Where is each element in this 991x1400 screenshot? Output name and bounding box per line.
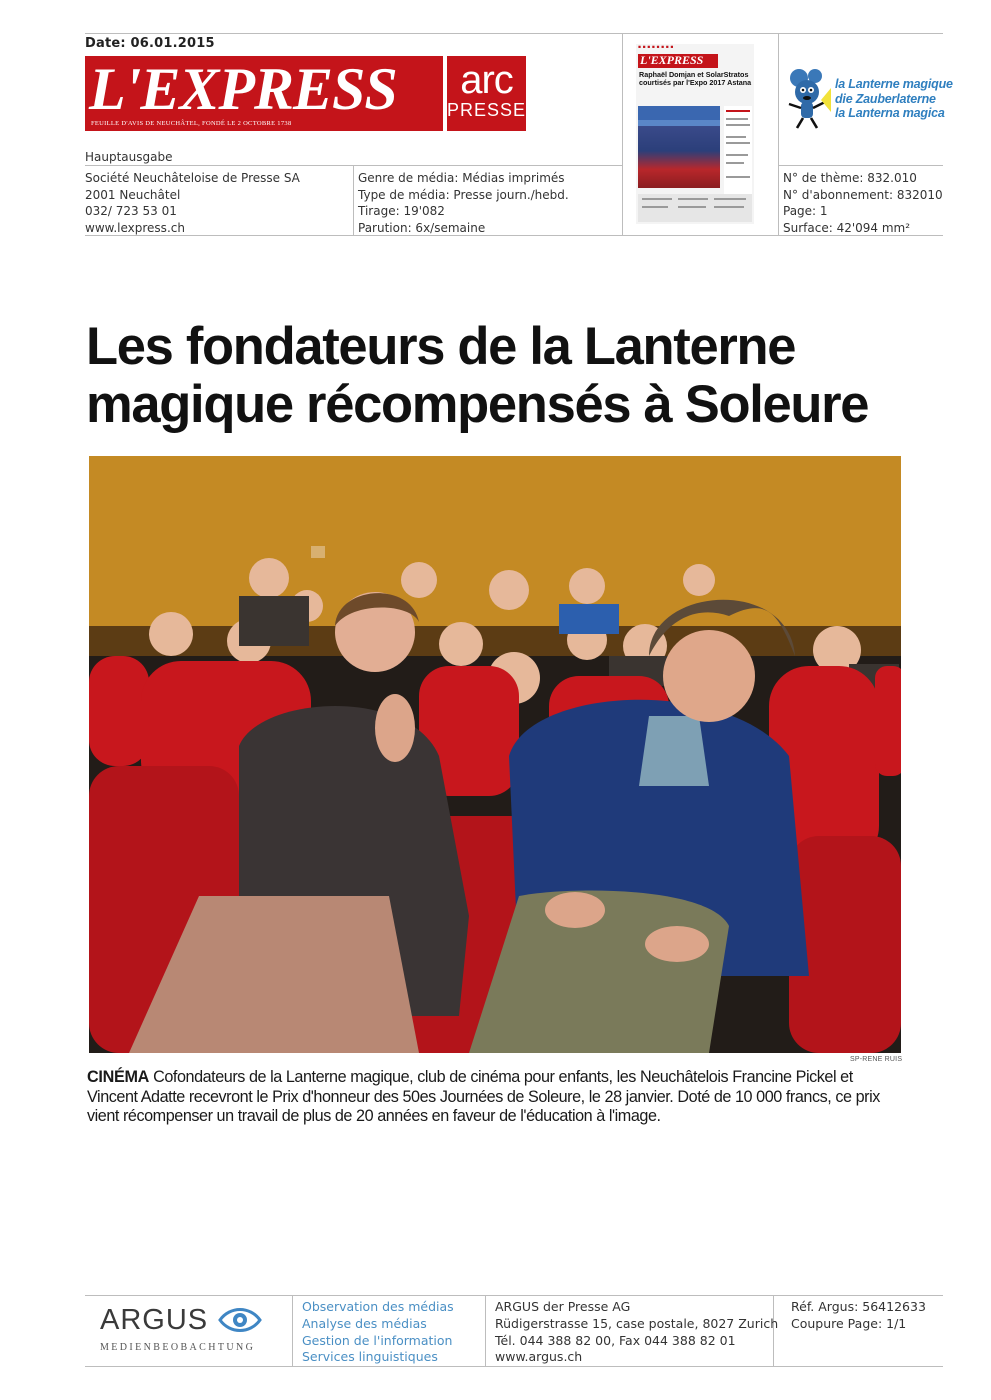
argus-reference <box>791 1299 926 1333</box>
footer-divider-2 <box>485 1295 486 1366</box>
cinema-audience-illustration <box>89 456 901 1053</box>
header-divider-1 <box>353 165 354 235</box>
thumbnail-blue-band <box>638 106 720 120</box>
publisher-phone: 032/ 723 53 01 <box>85 204 177 218</box>
agency-website[interactable]: www.argus.ch <box>495 1349 583 1365</box>
surface-area: Surface: 42'094 mm² <box>783 220 911 235</box>
newspaper-logo <box>85 56 443 131</box>
caption-keyword: CINÉMA <box>87 1068 150 1086</box>
photo-caption <box>87 1068 907 1127</box>
argus-logo-word: ARGUS <box>100 1304 209 1336</box>
service-analysis[interactable]: Analyse des médias <box>302 1315 427 1331</box>
footer-divider-1 <box>292 1295 293 1366</box>
agency-name: ARGUS der Presse AG <box>495 1299 631 1314</box>
header-divider-3 <box>778 33 779 235</box>
media-genre: Genre de média: Médias imprimés <box>358 171 565 185</box>
agency-street: Rüdigerstrasse 15, case postale, 8027 Zurich <box>495 1315 779 1331</box>
reference-info <box>783 170 943 236</box>
argus-address <box>495 1299 778 1366</box>
publisher-city: 2001 Neuchâtel <box>85 187 181 202</box>
argus-services <box>302 1299 454 1366</box>
service-linguistic[interactable]: Services linguistiques <box>302 1349 438 1365</box>
argus-eye-icon <box>218 1304 262 1336</box>
argus-logo <box>100 1304 270 1356</box>
edition-label: Hauptausgabe <box>85 150 173 164</box>
thumbnail-bottom-teasers <box>638 194 752 222</box>
theme-logo-line-it: la Lanterna magica <box>835 106 945 120</box>
header-divider-2 <box>622 33 623 235</box>
page-number: Page: 1 <box>783 204 828 218</box>
caption-text: Cofondateurs de la Lanterne magique, club de cinéma pour enfants, les Neuchâtelois Francine Pickel et Vincent Adatte recevront le Prix d'honneur des 50es Journées de Soleure, le 28 janvier. Doté de 10 000 francs, ce prix vient récompenser un travail de plus de 20 années en faveur de l'éducation à l'image. <box>87 1068 880 1125</box>
thumbnail-photo <box>638 126 720 188</box>
publisher-name: Société Neuchâteloise de Presse SA <box>85 171 300 185</box>
footer-top-rule <box>85 1295 943 1296</box>
service-information-management[interactable]: Gestion de l'information <box>302 1332 453 1348</box>
article-headline: Les fondateurs de la Lanterne magique récompensés à Soleure <box>86 317 869 434</box>
service-observation[interactable]: Observation des médias <box>302 1299 454 1314</box>
theme-number: N° de thème: 832.010 <box>783 171 917 185</box>
arc-logo-word: arc <box>460 58 513 102</box>
thumbnail-top-strip: ▪ ▪ ▪ ▪ ▪ ▪ ▪ ▪ <box>638 45 674 50</box>
subscription-number: N° d'abonnement: 832010 <box>783 187 943 202</box>
media-frequency: Parution: 6x/semaine <box>358 220 486 235</box>
argus-logo-subtitle: MEDIENBEOBACHTUNG <box>100 1342 256 1353</box>
header-mid-rule-right <box>779 165 943 166</box>
photo-credit: SP-RENE RUIS <box>850 1056 903 1063</box>
presse-logo-word: PRESSE <box>447 100 527 120</box>
argus-ref-number: Réf. Argus: 56412633 <box>791 1299 926 1314</box>
document-date: Date: 06.01.2015 <box>85 36 215 51</box>
media-type: Type de média: Presse journ./hebd. <box>358 187 569 202</box>
theme-logo-text <box>835 77 953 121</box>
front-page-thumbnail <box>636 44 754 224</box>
media-info <box>358 170 569 236</box>
theme-logo-line-fr: la Lanterne magique <box>835 77 953 91</box>
newspaper-logo-name: L'EXPRESS <box>89 56 397 122</box>
theme-logo <box>781 66 953 132</box>
media-circulation: Tirage: 19'082 <box>358 204 445 218</box>
lanterne-mouse-icon <box>781 66 833 132</box>
article-photo <box>89 456 901 1053</box>
header-top-rule <box>85 33 943 34</box>
newspaper-logo-tagline: FEUILLE D'AVIS DE NEUCHÂTEL, FONDÉ LE 2 OCTOBRE 1738 <box>91 120 292 127</box>
thumbnail-headline: Raphaël Domjan et SolarStratos courtisés par l'Expo 2017 Astana <box>639 70 752 87</box>
publisher-info <box>85 170 300 236</box>
thumbnail-logo: L'EXPRESS <box>640 53 704 67</box>
arc-presse-logo <box>447 56 526 131</box>
publisher-website: www.lexpress.ch <box>85 220 185 235</box>
agency-phone-fax: Tél. 044 388 82 00, Fax 044 388 82 01 <box>495 1332 736 1348</box>
clipping-page: Coupure Page: 1/1 <box>791 1315 907 1331</box>
theme-logo-line-de: die Zauberlaterne <box>835 91 936 106</box>
thumbnail-side-column <box>724 106 752 206</box>
